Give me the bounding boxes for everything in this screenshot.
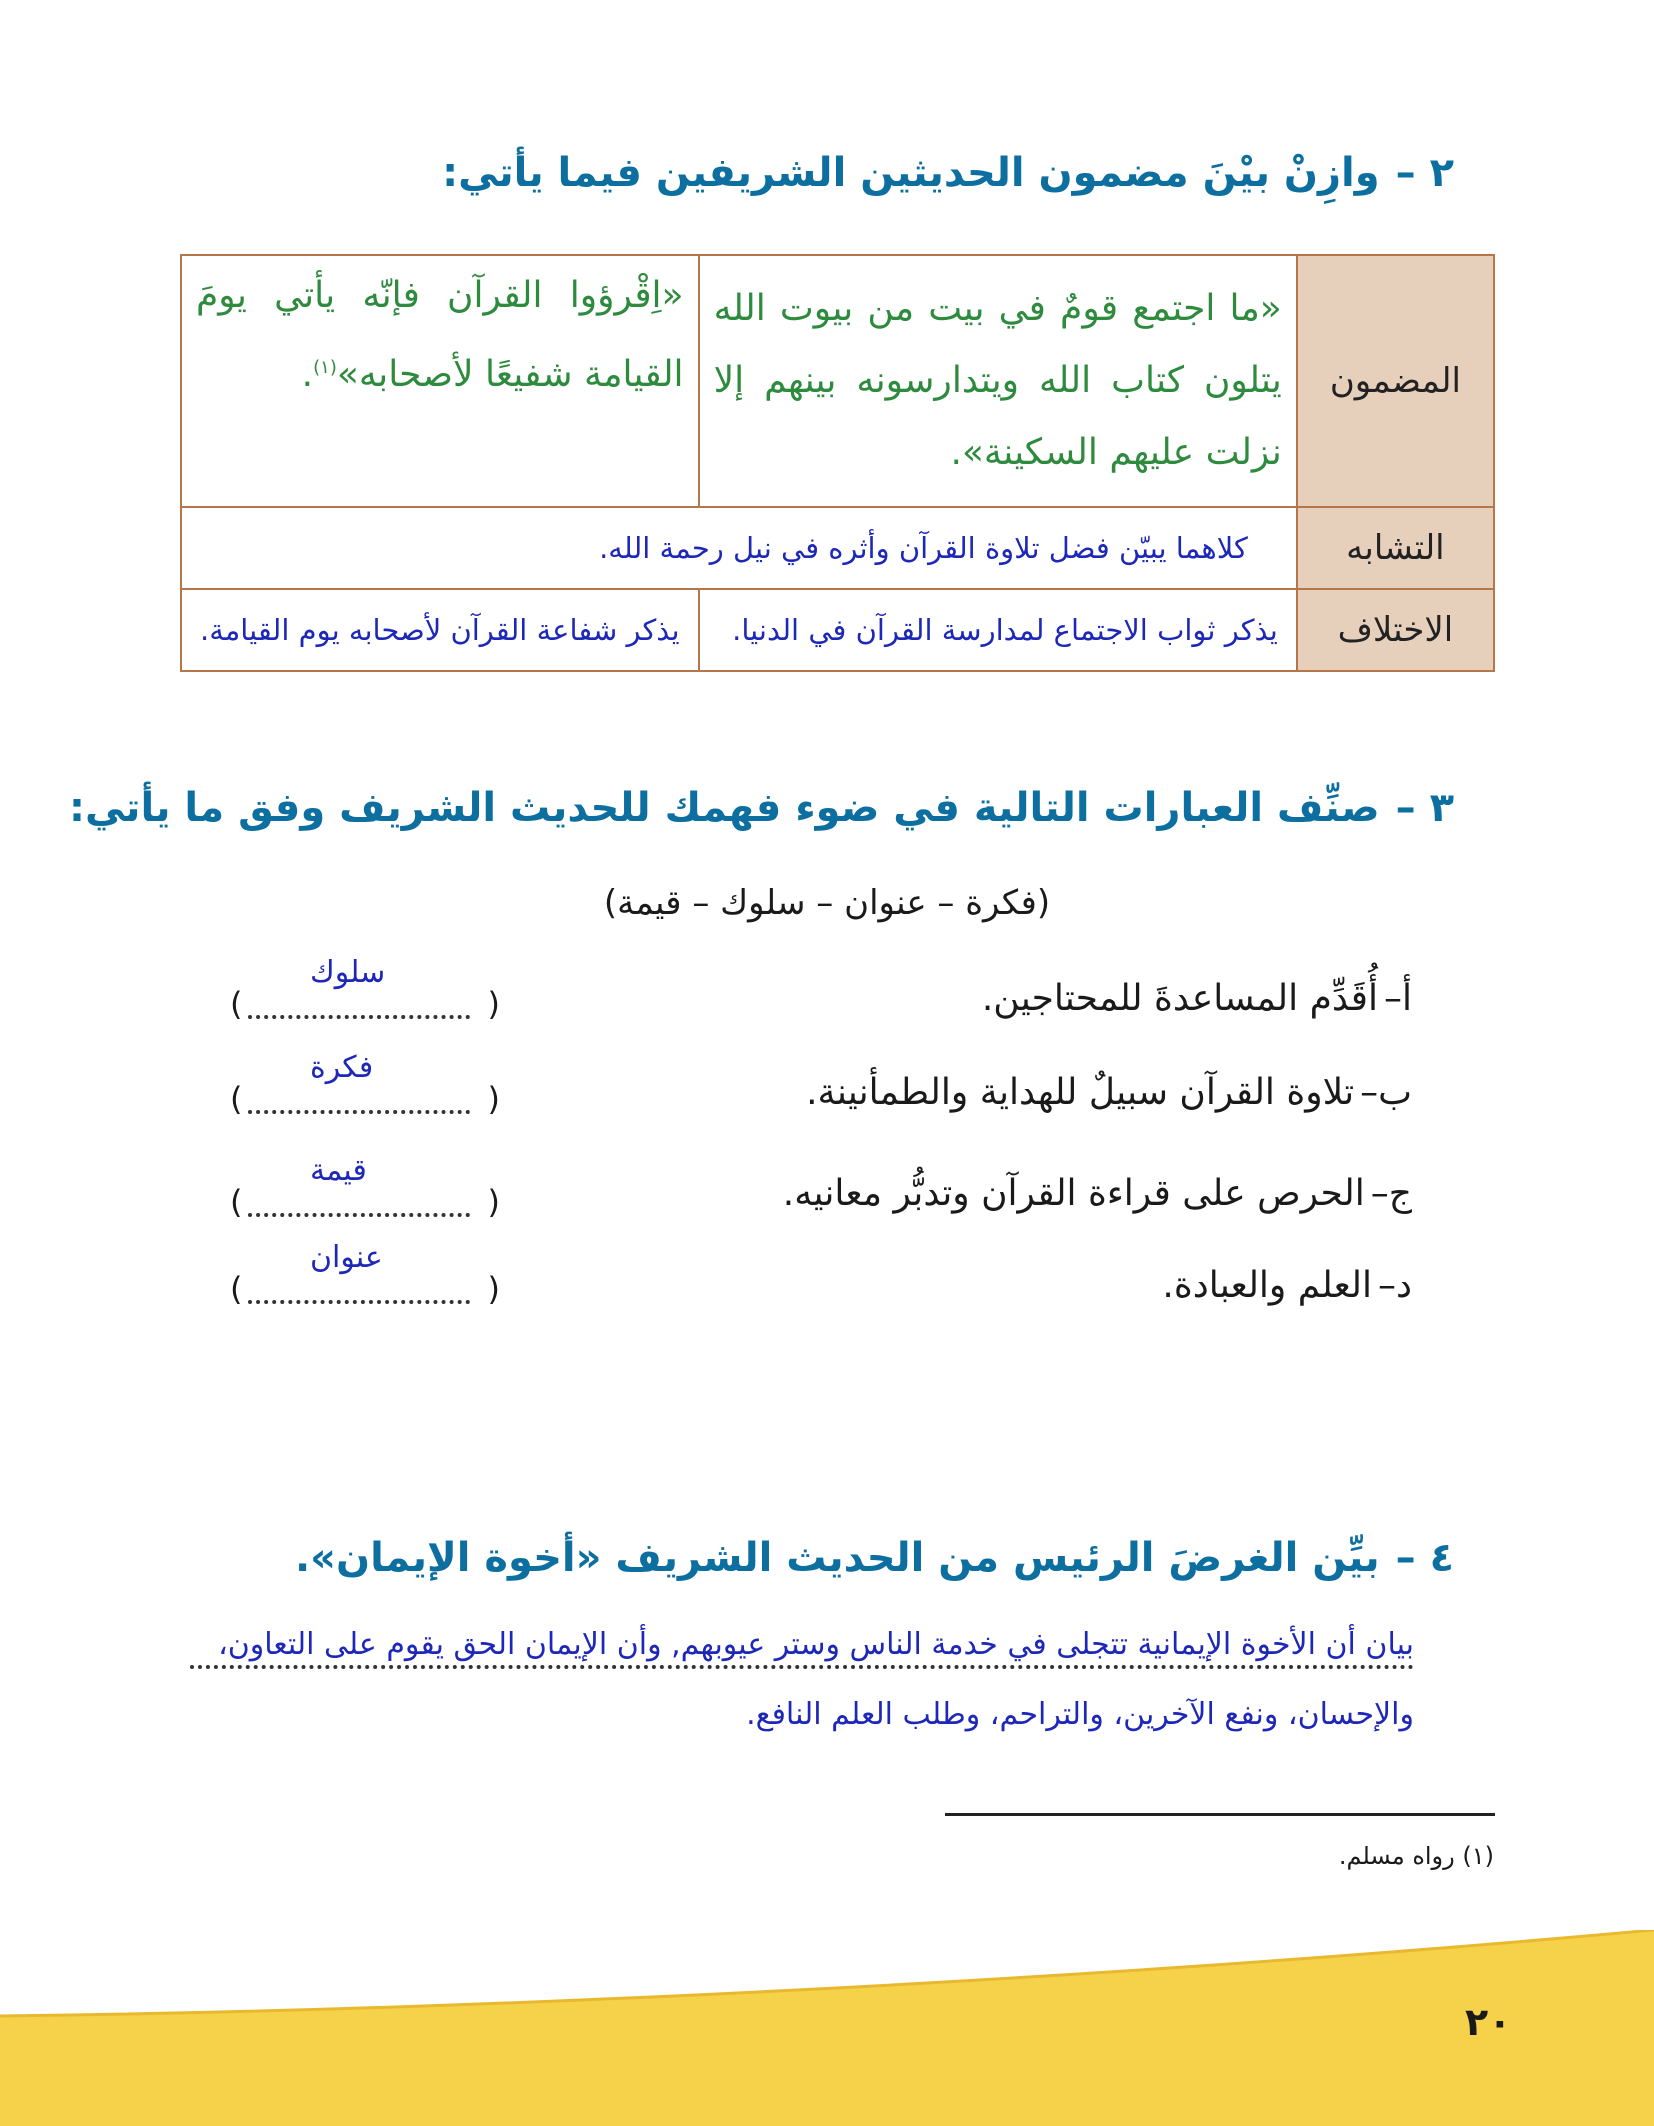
footnote: (١) رواه مسلم. <box>1338 1842 1494 1870</box>
statement-label: أ– <box>1383 978 1412 1019</box>
paren-right: ) <box>487 1080 500 1118</box>
paren-right: ) <box>487 1183 500 1221</box>
handwritten-answer: قيمة <box>310 1153 367 1188</box>
statement-text: أُقَدِّم المساعدةَ للمحتاجين. <box>981 978 1378 1019</box>
table-row <box>181 507 1494 589</box>
dotted-blank <box>248 1213 470 1217</box>
wave-shape <box>0 1930 1654 2126</box>
similarity-answer <box>181 507 1297 589</box>
hadith-2-text: «اِقْرؤوا القرآن فإنّه يأتي يومَ القيامة شفيعًا لأصحابه» <box>196 275 684 395</box>
difference-1: يذكر ثواب الاجتماع لمدارسة القرآن في الدنيا. <box>699 589 1297 671</box>
classification-options: (فكرة – عنوان – سلوك – قيمة) <box>603 883 1051 923</box>
question-number: ٤ – <box>1395 1535 1454 1581</box>
hadith-1-text: «ما اجتمع قومٌ في بيت من بيوت الله يتلون كتاب الله ويتدارسونه بينهم إلا نزلت عليهم السكينة». <box>699 255 1297 507</box>
statement-c <box>783 1173 1412 1214</box>
dotted-blank <box>248 1300 470 1304</box>
paren-left: ( <box>230 985 243 1023</box>
statement-text: تلاوة القرآن سبيلٌ للهداية والطمأنينة. <box>806 1072 1355 1113</box>
difference-2-cell <box>181 589 699 671</box>
statement-a <box>982 978 1412 1019</box>
difference-2: يذكر شفاعة القرآن لأصحابه يوم القيامة. <box>200 613 680 647</box>
question-text: صنِّف العبارات التالية في ضوء فهمك للحديث الشريف وفق ما يأتي: <box>68 785 1380 831</box>
statement-label: ج– <box>1370 1173 1412 1214</box>
table-row <box>181 589 1494 671</box>
paren-left: ( <box>230 1270 243 1308</box>
question-4-answer[interactable]: بيان أن الأخوة الإيمانية تتجلى في خدمة الناس وستر عيوبهم, وأن الإيمان الحق يقوم على التعاون، والإحسان، ونفع الآخرين، والتراحم، وطلب العلم النافع. <box>218 1627 1414 1732</box>
statement-label: د– <box>1377 1265 1412 1306</box>
comparison-table <box>180 254 1495 672</box>
statement-label: ب– <box>1360 1072 1412 1113</box>
question-2-title <box>442 150 1454 196</box>
similarity-text: كلاهما يبيّن فضل تلاوة القرآن وأثره في نيل رحمة الله. <box>599 531 1248 565</box>
handwritten-answer: سلوك <box>310 955 386 990</box>
question-number: ٣ – <box>1395 785 1454 831</box>
question-text: بيِّن الغرضَ الرئيس من الحديث الشريف «أخوة الإيمان». <box>294 1535 1380 1581</box>
paren-right: ) <box>487 985 500 1023</box>
statement-d <box>1162 1265 1412 1306</box>
hadith-2-end: . <box>301 354 314 395</box>
row-label-similarity: التشابه <box>1297 507 1494 589</box>
paren-right: ) <box>487 1270 500 1308</box>
statement-text: العلم والعبادة. <box>1162 1265 1372 1306</box>
dotted-blank <box>248 1015 470 1019</box>
handwritten-answer: فكرة <box>310 1050 374 1085</box>
table-row <box>181 255 1494 507</box>
paren-left: ( <box>230 1080 243 1118</box>
hadith-2-cell <box>181 255 699 507</box>
dotted-blank <box>248 1110 470 1114</box>
handwritten-answer: عنوان <box>310 1240 383 1275</box>
question-text: وازِنْ بيْنَ مضمون الحديثين الشريفين فيما يأتي: <box>442 150 1380 196</box>
footnote-divider <box>945 1813 1495 1816</box>
question-4-title <box>295 1535 1454 1581</box>
yellow-wave-decoration <box>0 1930 1654 2126</box>
question-number: ٢ – <box>1395 150 1454 196</box>
footnote-marker: (١) <box>313 357 337 378</box>
question-3-title <box>69 785 1454 831</box>
statement-b <box>806 1072 1412 1113</box>
row-label-content: المضمون <box>1297 255 1494 507</box>
paren-left: ( <box>230 1183 243 1221</box>
statement-text: الحرص على قراءة القرآن وتدبُّر معانيه. <box>782 1173 1365 1214</box>
page-number: ٢٠ <box>1465 2000 1512 2044</box>
row-label-difference: الاختلاف <box>1297 589 1494 671</box>
